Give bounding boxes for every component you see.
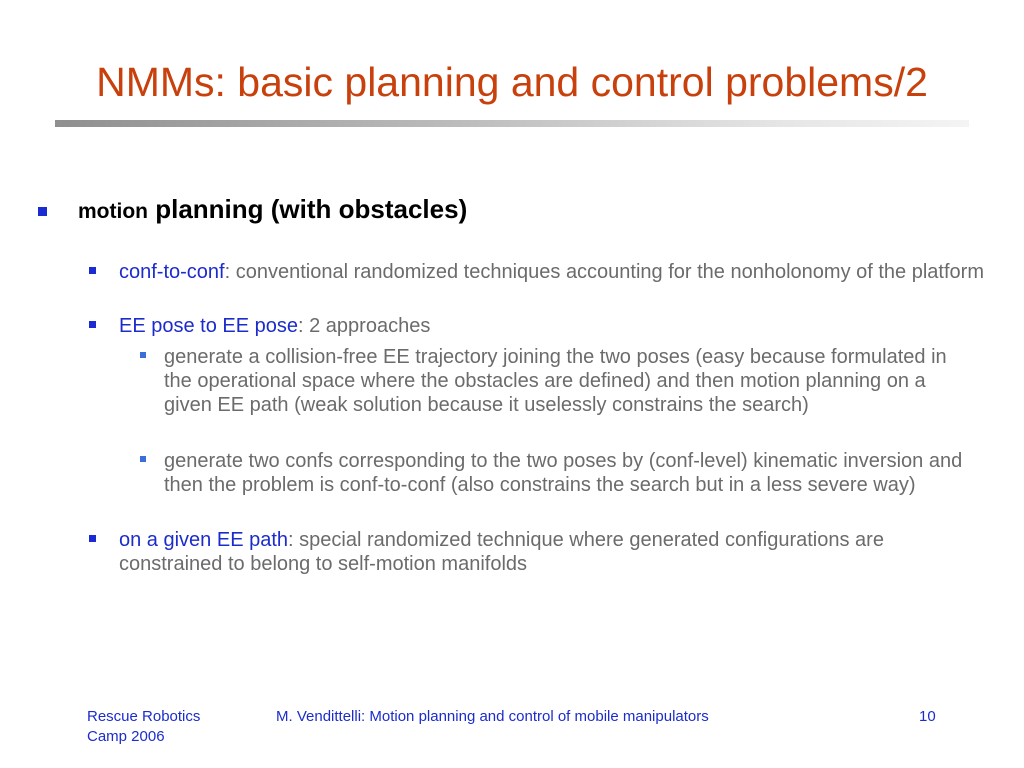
item-highlight: on a given EE path <box>119 529 289 551</box>
sub-list-item: generate two confs corresponding to the two poses by (conf-level) kinematic inversion and then the problem is conf-to-conf (also constrains the search but in a less severe way) <box>164 450 963 496</box>
item-text: : 2 approaches <box>298 315 431 337</box>
sub-bullet-square-icon <box>140 456 146 462</box>
bullet-square-icon <box>89 267 96 274</box>
list-item <box>119 260 999 284</box>
page-number: 10 <box>919 708 936 725</box>
bullet-square-icon <box>89 321 96 328</box>
list-item <box>119 528 969 576</box>
main-bullet-small: motion <box>78 200 148 223</box>
item-highlight: conf-to-conf <box>119 261 225 283</box>
item-highlight: EE pose to EE pose <box>119 315 299 337</box>
sub-list-item: generate a collision-free EE trajectory joining the two poses (easy because formulated in the operational space where the obstacles are defined) and then motion planning on a given EE path (weak solution because it uselessly constrains the search) <box>164 346 947 416</box>
sub-bullet-square-icon <box>140 352 146 358</box>
main-bullet-rest: planning (with obstacles) <box>147 194 468 224</box>
list-item <box>119 314 999 338</box>
slide-title: NMMs: basic planning and control problems/2 <box>96 59 928 105</box>
bullet-square-icon <box>38 207 47 216</box>
bullet-square-icon <box>89 535 96 542</box>
title-divider <box>55 120 969 127</box>
item-text: : conventional randomized techniques accounting for the nonholonomy of the platform <box>224 261 984 283</box>
footer-event-line1: Rescue Robotics <box>87 708 201 725</box>
main-bullet-text <box>78 192 467 229</box>
footer-author-title: M. Vendittelli: Motion planning and control of mobile manipulators <box>276 708 709 725</box>
item-text: : special randomized technique where generated configurations are constrained to belong to self-motion manifolds <box>119 529 884 575</box>
footer-event-line2: Camp 2006 <box>87 728 165 745</box>
